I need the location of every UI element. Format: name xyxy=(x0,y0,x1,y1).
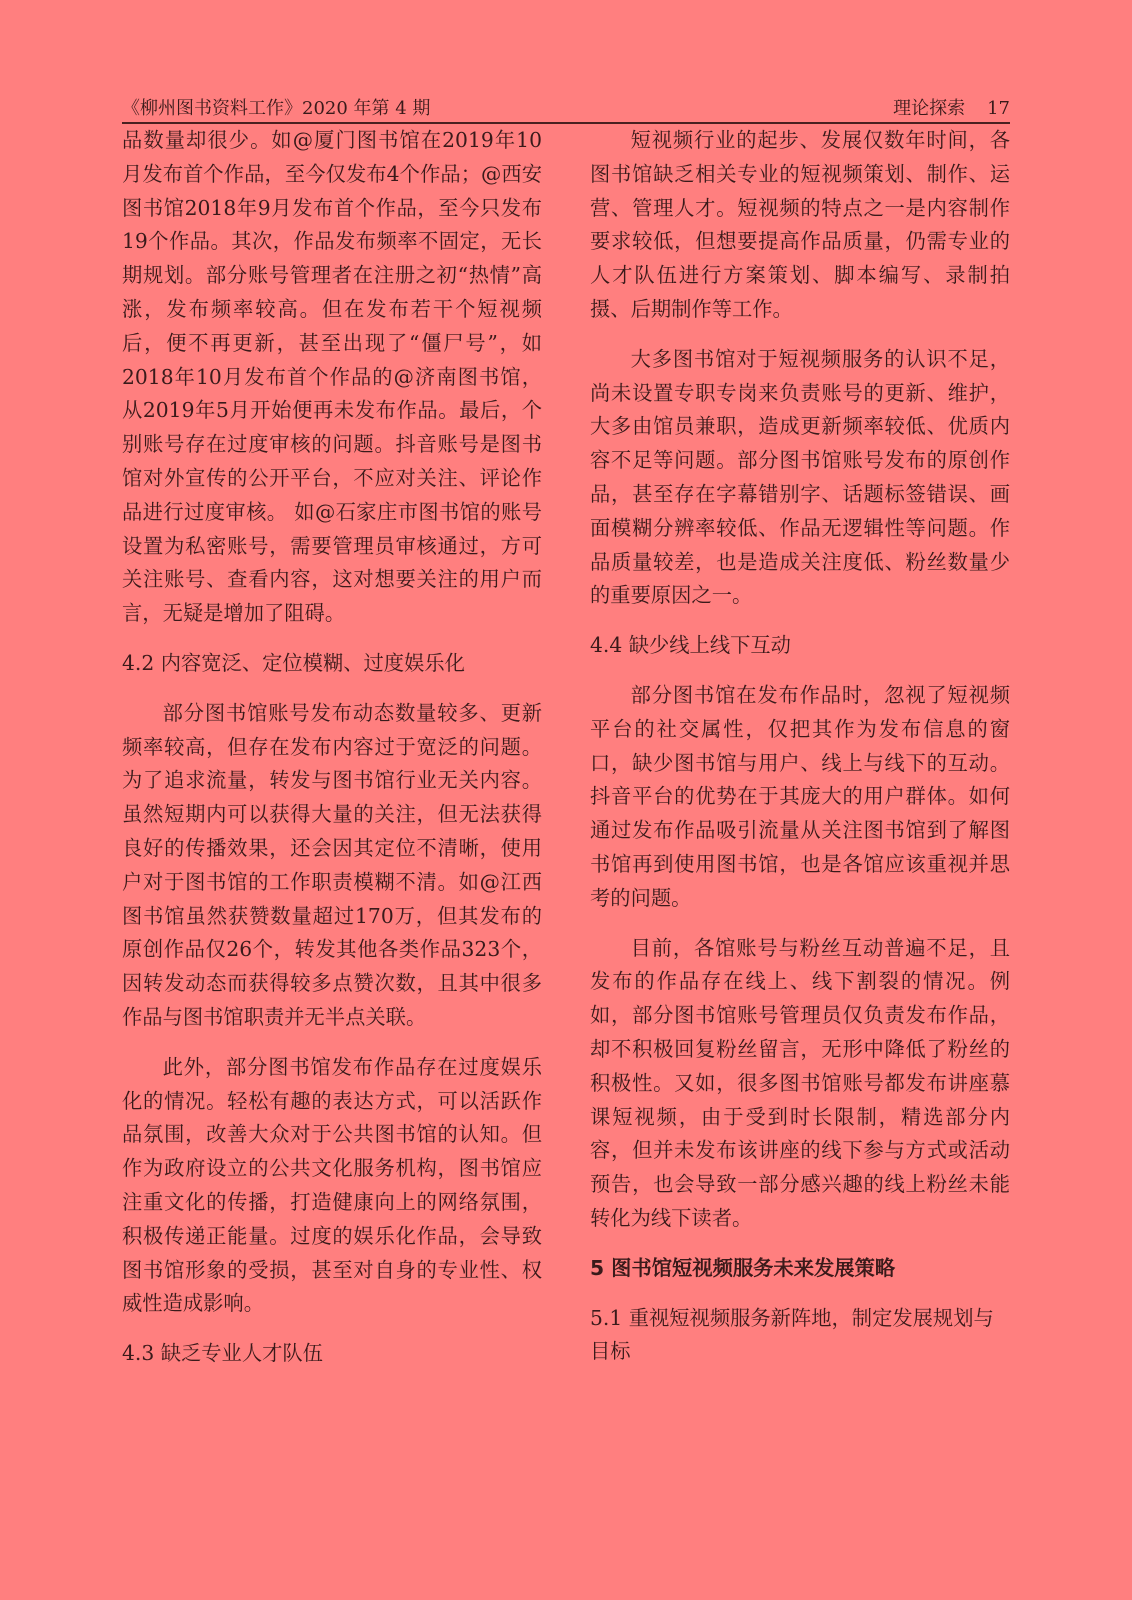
section-heading-4-3: 4.3 缺乏专业人才队伍 xyxy=(122,1341,323,1366)
journal-title: 《柳州图书资料工作》2020 年第 4 期 xyxy=(122,98,431,119)
left-column xyxy=(122,124,542,1371)
section-heading-5: 5 图书馆短视频服务未来发展策略 xyxy=(590,1255,896,1280)
page-number: 17 xyxy=(987,98,1010,119)
paragraph: 目前，各馆账号与粉丝互动普遍不足，且发布的作品存在线上、线下割裂的情况。例如，部分图书馆账号管理员仅负责发布作品，却不积极回复粉丝留言，无形中降低了粉丝的积极性。又如，很多图书馆账号都发布讲座慕课短视频，由于受到时长限制，精选部分内容，但并未发布该讲座的线下参与方式或活动预告，也会导致一部分感兴趣的线上粉丝未能转化为线下读者。 xyxy=(590,935,1010,1230)
paragraph: 大多图书馆对于短视频服务的认识不足，尚未设置专职专岗来负责账号的更新、维护，大多由馆员兼职，造成更新频率较低、优质内容不足等问题。部分图书馆账号发布的原创作品，甚至存在字幕错别字、话题标签错误、画面模糊分辨率较低、作品无逻辑性等问题。作品质量较差，也是造成关注度低、粉丝数量少的重要原因之一。 xyxy=(590,346,1010,608)
header-right xyxy=(893,94,1010,120)
paragraph: 此外，部分图书馆发布作品存在过度娱乐化的情况。轻松有趣的表达方式，可以活跃作品氛围，改善大众对于公共图书馆的认知。但作为政府设立的公共文化服务机构，图书馆应注重文化的传播，打造健康向上的网络氛围，积极传递正能量。过度的娱乐化作品，会导致图书馆形象的受损，甚至对自身的专业性、权威性造成影响。 xyxy=(122,1054,542,1316)
paragraph: 短视频行业的起步、发展仅数年时间，各图书馆缺乏相关专业的短视频策划、制作、运营、管理人才。短视频的特点之一是内容制作要求较低，但想要提高作品质量，仍需专业的人才队伍进行方案策划、脚本编写、录制拍摄、后期制作等工作。 xyxy=(590,128,1010,321)
right-column xyxy=(590,124,1010,1369)
section-heading-4-2: 4.2 内容宽泛、定位模糊、过度娱乐化 xyxy=(122,650,465,675)
running-header xyxy=(122,92,1010,124)
paragraph: 品数量却很少。如@厦门图书馆在2019年10月发布首个作品，至今仅发布4个作品；@西安图书馆2018年9月发布首个作品，至今只发布19个作品。其次，作品发布频率不固定，无长期规划。部分账号管理者在注册之初“热情”高涨，发布频率较高。但在发布若干个短视频后，便不再更新，甚至出现了“僵尸号”，如2018年10月发布首个作品的@济南图书馆，从2019年5月开始便再未发布作品。最后，个别账号存在过度审核的问题。抖音账号是图书馆对外宣传的公开平台，不应对关注、评论作品进行过度审核。 如@石家庄市图书馆的账号设置为私密账号，需要管理员审核通过，方可关注账号、查看内容，这对想要关注的用户而言，无疑是增加了阻碍。 xyxy=(122,128,542,626)
paragraph: 部分图书馆账号发布动态数量较多、更新频率较高，但存在发布内容过于宽泛的问题。为了追求流量，转发与图书馆行业无关内容。虽然短期内可以获得大量的关注，但无法获得良好的传播效果，还会因其定位不清晰，使用户对于图书馆的工作职责模糊不清。如@江西图书馆虽然获赞数量超过170万，但其发布的原创作品仅26个，转发其他各类作品323个，因转发动态而获得较多点赞次数，且其中很多作品与图书馆职责并无半点关联。 xyxy=(122,700,542,1029)
section-name: 理论探索 xyxy=(893,98,966,119)
section-heading-4-4: 4.4 缺少线上线下互动 xyxy=(590,633,791,658)
section-heading-5-1: 5.1 重视短视频服务新阵地，制定发展规划与目标 xyxy=(590,1305,994,1364)
paragraph: 部分图书馆在发布作品时，忽视了短视频平台的社交属性，仅把其作为发布信息的窗口，缺少图书馆与用户、线上与线下的互动。抖音平台的优势在于其庞大的用户群体。如何通过发布作品吸引流量从关注图书馆到了解图书馆再到使用图书馆，也是各馆应该重视并思考的问题。 xyxy=(590,682,1010,910)
